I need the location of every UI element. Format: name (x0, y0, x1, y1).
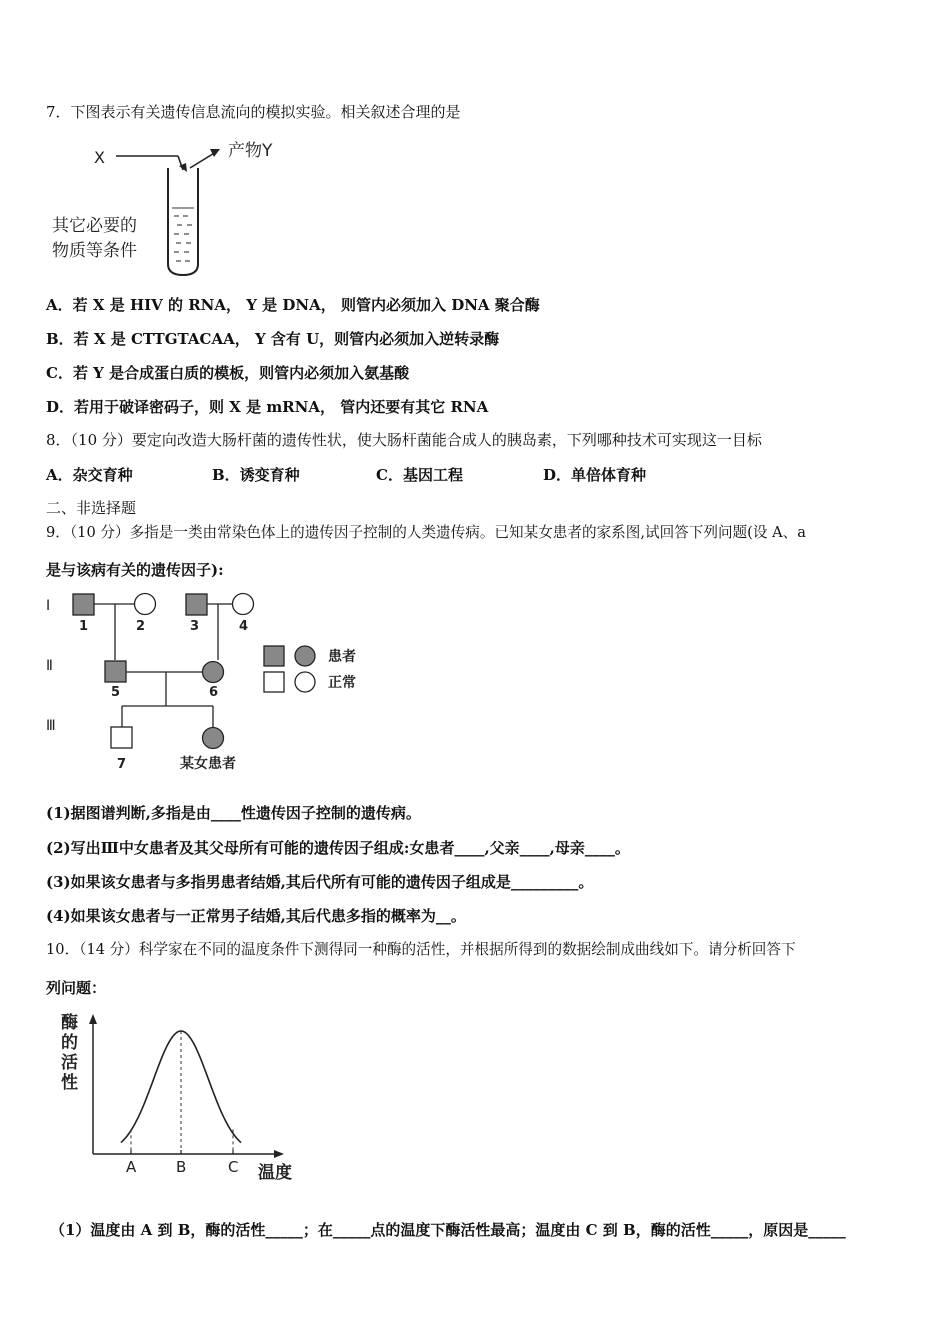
x-axis-arrow (274, 1150, 284, 1158)
q10-question-1: （1）温度由 A 到 B，酶的活性_____；在_____点的温度下酶活性最高；温度由 C 到 B，酶的活性_____，原因是_____ (50, 1221, 846, 1239)
legend-affected-male (264, 646, 284, 666)
individual-3-affected-male (186, 594, 207, 615)
q10-stem-line1: 10．（14 分）科学家在不同的温度条件下测得同一种酶的活性，并根据所得到的数据绘制成曲线如下。请分析回答下 (46, 941, 796, 958)
id-1: 1 (79, 619, 89, 634)
y-axis-label-char-2: 的 (61, 1033, 78, 1053)
id-7: 7 (117, 757, 127, 772)
legend-normal-label: 正常 (328, 675, 356, 691)
individual-2-normal-female (135, 594, 156, 615)
q7-test-tube-figure (50, 138, 310, 278)
test-tube (168, 168, 198, 275)
q10-stem-line2: 列问题： (46, 979, 107, 997)
q7-x-label: X (94, 148, 105, 167)
q9-stem-line1: 9．（10 分）多指是一类由常染色体上的遗传因子控制的人类遗传病。已知某女患者的家系图,试回答下列问题(设 A、a (46, 524, 806, 541)
q7-option-c[interactable]: C．若 Y 是合成蛋白质的模板，则管内必须加入氨基酸 (46, 364, 410, 382)
y-axis-label-char-3: 活 (61, 1053, 78, 1073)
q8-stem: 8．（10 分）要定向改造大肠杆菌的遗传性状，使大肠杆菌能合成人的胰岛素，下列哪种技术可实现这一目标 (46, 431, 762, 449)
id-6: 6 (209, 685, 219, 700)
tick-label-b: B (176, 1158, 187, 1176)
q7-option-d[interactable]: D．若用于破译密码子，则 X 是 mRNA， 管内还要有其它 RNA (46, 398, 489, 416)
q8-option-c[interactable]: C．基因工程 (376, 466, 463, 484)
individual-1-affected-male (73, 594, 94, 615)
generation-label-1: Ⅰ (46, 598, 51, 614)
q7-stem: 7．下图表示有关遗传信息流向的模拟实验。相关叙述合理的是 (46, 103, 461, 121)
pedigree-chart (40, 592, 370, 774)
legend-affected-label: 患者 (328, 649, 356, 665)
individual-4-normal-female (233, 594, 254, 615)
generation-label-3: Ⅲ (46, 718, 56, 734)
q9-question-2: (2)写出Ⅲ中女患者及其父母所有可能的遗传因子组成:女患者____,父亲____,母亲____。 (46, 839, 630, 857)
q8-option-d[interactable]: D．单倍体育种 (543, 466, 647, 484)
enzyme-activity-chart (58, 1008, 328, 1186)
q7-option-b[interactable]: B．若 X 是 CTTGTACAA， Y 含有 U，则管内必须加入逆转录酶 (46, 330, 500, 348)
q7-condition-line1: 其它必要的 (52, 216, 137, 236)
y-axis-label-char-1: 酶 (61, 1013, 78, 1033)
tick-label-a: A (126, 1158, 137, 1176)
legend-normal-female (295, 672, 315, 692)
proband-label: 某女患者 (180, 756, 236, 772)
q7-option-a[interactable]: A．若 X 是 HIV 的 RNA， Y 是 DNA， 则管内必须加入 DNA 聚合酶 (46, 296, 540, 314)
individual-7-normal-male (111, 727, 132, 748)
y-axis-label-char-4: 性 (61, 1073, 78, 1093)
q7-condition-line2: 物质等条件 (52, 241, 137, 261)
generation-label-2: Ⅱ (46, 658, 53, 674)
legend-affected-female (295, 646, 315, 666)
id-5: 5 (111, 685, 121, 700)
q9-question-4: (4)如果该女患者与一正常男子结婚,其后代患多指的概率为__。 (46, 907, 466, 925)
id-3: 3 (190, 619, 200, 634)
section-heading: 二、非选择题 (46, 499, 137, 517)
q9-question-1: (1)据图谱判断,多指是由____性遗传因子控制的遗传病。 (46, 804, 421, 822)
tick-label-c: C (228, 1158, 239, 1176)
y-axis-arrow (89, 1014, 97, 1024)
q7-product-label: 产物Y (228, 141, 273, 161)
proband-affected-female (203, 728, 224, 749)
x-axis-label: 温度 (258, 1163, 292, 1183)
individual-6-affected-female (203, 662, 224, 683)
q8-option-b[interactable]: B．诱变育种 (212, 466, 300, 484)
q9-question-3: (3)如果该女患者与多指男患者结婚,其后代所有可能的遗传因子组成是_________。 (46, 873, 594, 891)
id-4: 4 (239, 619, 249, 634)
legend-normal-male (264, 672, 284, 692)
id-2: 2 (136, 619, 146, 634)
q8-option-a[interactable]: A．杂交育种 (46, 466, 133, 484)
individual-5-affected-male (105, 661, 126, 682)
q9-stem-line2: 是与该病有关的遗传因子): (46, 561, 224, 579)
